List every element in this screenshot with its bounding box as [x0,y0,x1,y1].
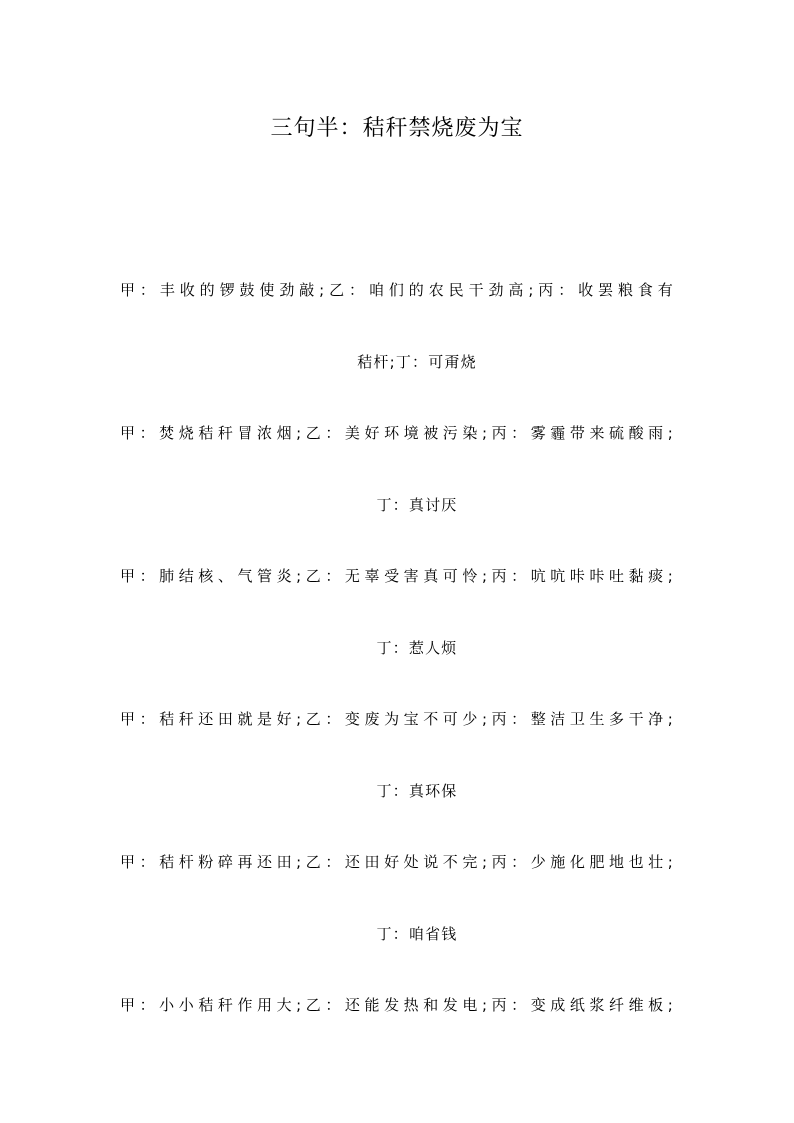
stanza-line: 丁：惹人烦 [376,639,458,657]
stanza-2 [120,422,674,516]
stanza-line: 甲：丰收的锣鼓使劲敲;乙：咱们的农民干劲高;丙：收罢粮食有 [120,281,674,299]
document-title: 三句半：秸秆禁烧废为宝 [270,116,524,141]
stanza-line: 甲：肺结核、气管炎;乙：无辜受害真可怜;丙：吭吭咔咔吐黏痰; [120,567,674,585]
stanza-line: 甲：秸秆还田就是好;乙：变废为宝不可少;丙：整洁卫生多干净; [120,710,674,728]
stanza-line: 丁：真环保 [376,782,458,800]
stanza-line: 甲：焚烧秸秆冒浓烟;乙：美好环境被污染;丙：雾霾带来硫酸雨; [120,424,674,442]
stanza-line: 甲：小小秸秆作用大;乙：还能发热和发电;丙：变成纸浆纤维板; [120,996,674,1014]
stanza-line: 甲：秸杆粉碎再还田;乙：还田好处说不完;丙：少施化肥地也壮; [120,853,674,871]
stanza-line: 丁：真讨厌 [376,496,458,514]
stanza-line: 丁：咱省钱 [376,925,458,943]
stanza-5 [120,851,674,945]
stanza-3 [120,565,674,659]
stanza-1 [120,279,674,373]
stanza-4 [120,708,674,802]
stanza-line: 秸杆;丁：可甭烧 [357,353,477,371]
stanza-6 [120,994,674,1016]
